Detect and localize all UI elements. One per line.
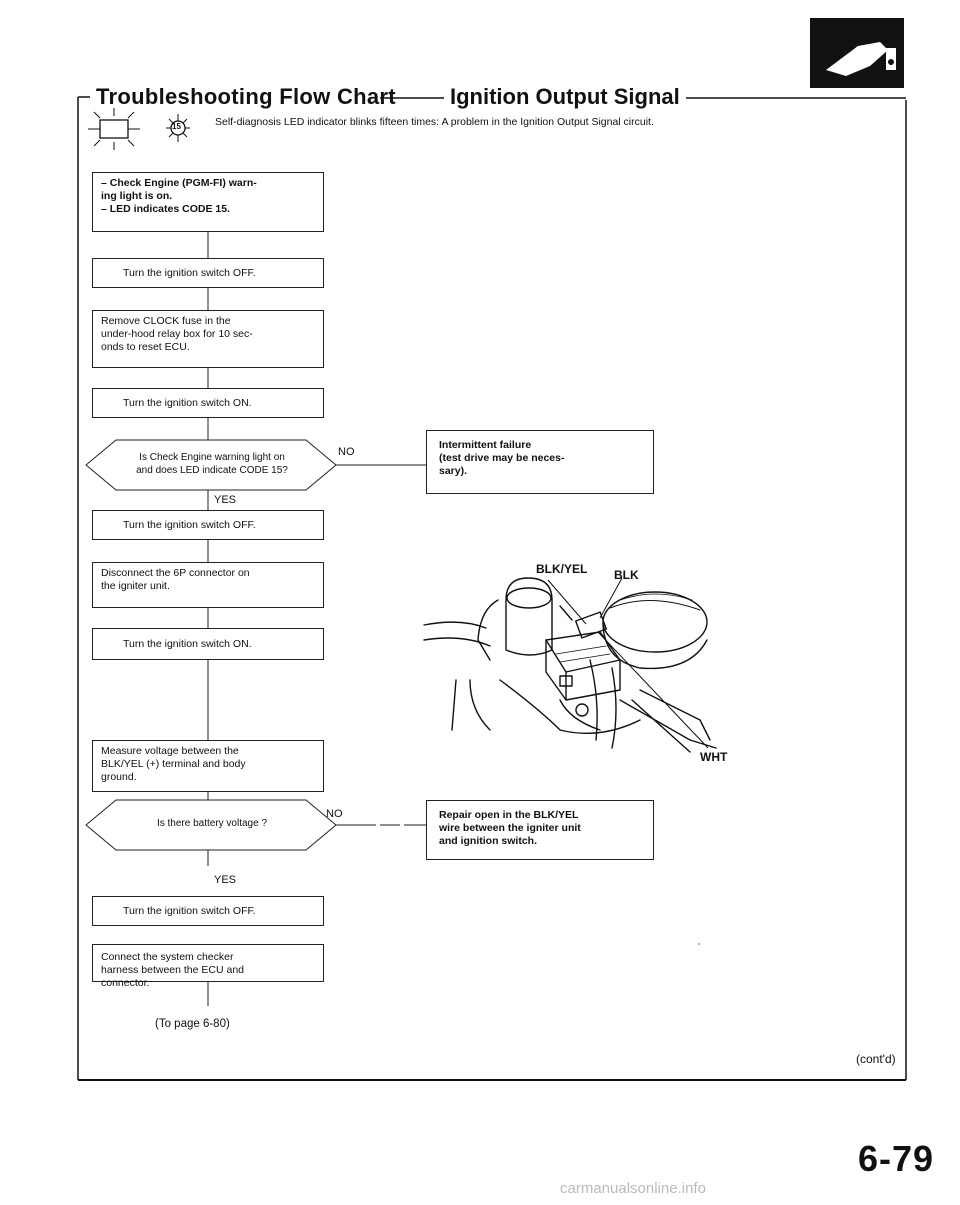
flow-box-ignition-on-2 (92, 628, 324, 660)
result-text: Repair open in the BLK/YEL wire between the igniter unit and ignition switch. (439, 809, 581, 848)
result-text: Intermittent failure (test drive may be neces- sary). (439, 439, 565, 478)
wire-label-wht: WHT (700, 750, 728, 764)
diagnosis-description: Self-diagnosis LED indicator blinks fifteen times: A problem in the Ignition Output Signal circuit. (215, 116, 654, 128)
flow-box-text: Measure voltage between the BLK/YEL (+) terminal and body ground. (101, 745, 246, 784)
watermark: carmanualsonline.info (560, 1180, 706, 1197)
flow-box-disconnect-6p (92, 562, 324, 608)
decision-2-no-label: NO (326, 808, 343, 820)
flow-box-ignition-on-1 (92, 388, 324, 418)
continued-label: (cont'd) (856, 1052, 896, 1066)
page-title: Troubleshooting Flow Chart (96, 84, 396, 109)
decision-1-yes-label: YES (214, 494, 237, 506)
flow-box-text: Remove CLOCK fuse in the under-hood relay box for 10 sec- onds to reset ECU. (101, 315, 253, 354)
result-repair-open (426, 800, 654, 860)
wire-label-blk: BLK (614, 568, 639, 582)
check-engine-icon (88, 108, 140, 150)
flow-box-text: Disconnect the 6P connector on the igniter unit. (101, 567, 250, 593)
decision-1-text: Is Check Engine warning light on and does LED indicate CODE 15? (136, 452, 288, 476)
flow-box-check-engine (92, 172, 324, 232)
result-intermittent-failure (426, 430, 654, 494)
flow-box-text: Connect the system checker harness between the ECU and connector. (101, 951, 245, 990)
page-subtitle: Ignition Output Signal (450, 84, 680, 109)
page-number: 6-79 (857, 1138, 934, 1179)
igniter-illustration (424, 578, 716, 752)
flow-box-text: Turn the ignition switch ON. (123, 638, 252, 650)
flow-box-text: Turn the ignition switch OFF. (123, 519, 256, 531)
flow-box-text: – Check Engine (PGM-FI) warn- ing light is on. – LED indicates CODE 15. (101, 177, 257, 216)
flow-box-ignition-off-1 (92, 258, 324, 288)
decision-2-text: Is there battery voltage ? (156, 818, 268, 829)
flow-box-connect-checker (92, 944, 324, 990)
flow-box-text: Turn the ignition switch OFF. (123, 905, 256, 917)
wire-label-blk-yel: BLK/YEL (536, 562, 588, 576)
to-page-reference: (To page 6-80) (155, 1018, 230, 1030)
code-badge: 15 (172, 122, 181, 131)
wire-leaders (548, 578, 708, 748)
decision-2-yes-label: YES (214, 874, 237, 886)
flow-box-ignition-off-3 (92, 896, 324, 926)
flow-box-measure-voltage (92, 740, 324, 792)
flow-box-ignition-off-2 (92, 510, 324, 540)
flow-box-text: Turn the ignition switch ON. (123, 397, 252, 409)
engine-tab-icon (810, 18, 904, 88)
flow-box-remove-clock-fuse (92, 310, 324, 368)
flow-box-text: Turn the ignition switch OFF. (123, 267, 256, 279)
decision-1-no-label: NO (338, 446, 355, 458)
